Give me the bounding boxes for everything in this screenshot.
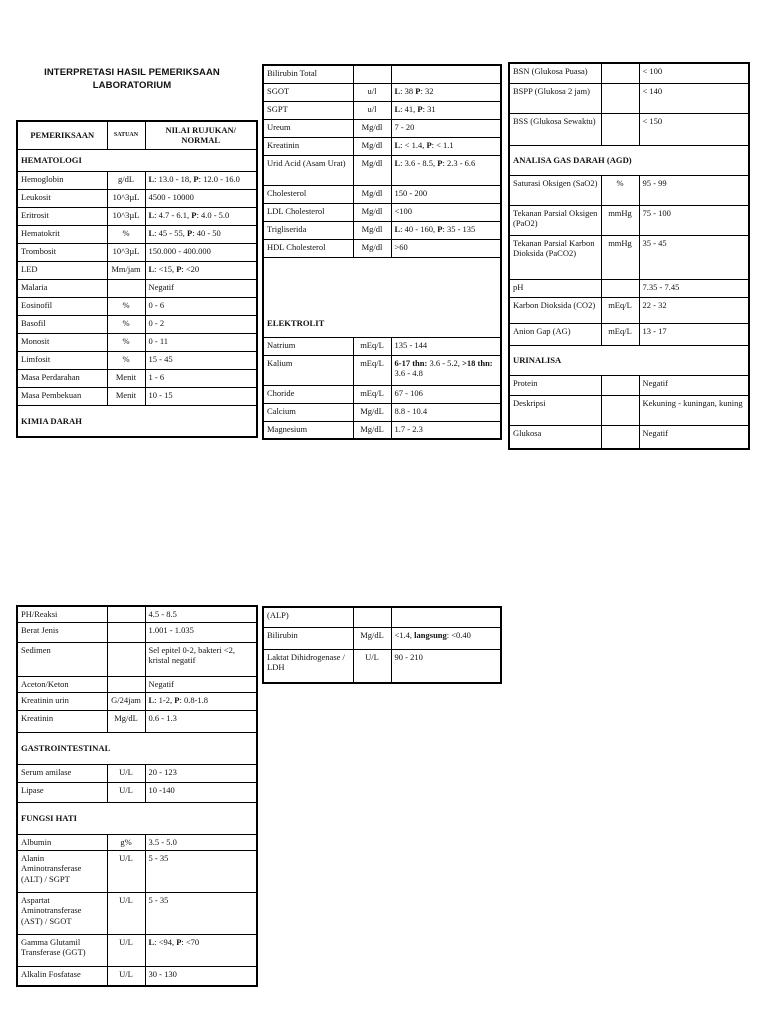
table-row	[509, 63, 749, 83]
reference-value: 22 - 32	[639, 297, 749, 323]
reference-value: 8.8 - 10.4	[391, 403, 501, 421]
table-row	[509, 113, 749, 145]
test-name: HDL Cholesterol	[263, 239, 353, 257]
unit: Mg/dl	[353, 155, 391, 185]
unit: 10^3µL	[107, 243, 145, 261]
reference-value	[391, 83, 501, 101]
female-value: : 32	[420, 85, 434, 96]
test-name: Anion Gap (AG)	[509, 323, 601, 345]
reference-value: 30 - 130	[145, 966, 257, 986]
unit: %	[107, 333, 145, 351]
reference-value	[391, 155, 501, 185]
test-name: Tekanan Parsial Oksigen (PaO2)	[509, 205, 601, 235]
reference-value: <100	[391, 203, 501, 221]
table-row	[263, 337, 501, 355]
table-row	[509, 205, 749, 235]
table-row	[17, 333, 257, 351]
reference-value: 90 - 210	[391, 649, 501, 683]
header-nilai-line2: NORMAL	[181, 135, 221, 146]
unit: mEq/L	[601, 297, 639, 323]
unit: u/l	[353, 83, 391, 101]
test-name: PH/Reaksi	[17, 606, 107, 622]
kimia-elektrolit-table	[262, 64, 502, 440]
test-name: Protein	[509, 375, 601, 395]
age-group-label: >18 thn:	[462, 357, 493, 368]
unit: g/dL	[107, 171, 145, 189]
test-name: Limfosit	[17, 351, 107, 369]
document-title	[16, 66, 248, 92]
reference-value: Sel epitel 0-2, bakteri <2, kristal negatif	[145, 642, 257, 676]
female-value: : 0.8-1.8	[179, 694, 209, 705]
table-row	[509, 235, 749, 279]
reference-value: 10 -140	[145, 782, 257, 802]
test-name: Laktat Dihidrogenase / LDH	[263, 649, 353, 683]
test-name: Alkalin Fosfatase	[17, 966, 107, 986]
female-value: : <70	[181, 936, 200, 947]
reference-value: 7 - 20	[391, 119, 501, 137]
unit	[601, 425, 639, 449]
reference-value: 67 - 106	[391, 385, 501, 403]
unit: U/L	[107, 850, 145, 892]
reference-value: Negatif	[145, 676, 257, 692]
section-kimia-darah: KIMIA DARAH	[17, 405, 257, 437]
table-row	[263, 627, 501, 649]
table-row	[17, 297, 257, 315]
test-name: LDL Cholesterol	[263, 203, 353, 221]
test-name: Basofil	[17, 315, 107, 333]
male-label: L	[148, 936, 155, 947]
test-name: Choride	[263, 385, 353, 403]
test-name: Cholesterol	[263, 185, 353, 203]
table-row	[17, 279, 257, 297]
unit: Menit	[107, 387, 145, 405]
unit	[601, 395, 639, 425]
unit: Mm/jam	[107, 261, 145, 279]
table-row	[17, 692, 257, 710]
table-row	[263, 155, 501, 185]
table-row	[17, 782, 257, 802]
test-name: Karbon Dioksida (CO2)	[509, 297, 601, 323]
unit: Mg/dl	[353, 203, 391, 221]
test-name: Kalium	[263, 355, 353, 385]
reference-value	[145, 225, 257, 243]
unit	[107, 676, 145, 692]
reference-value	[391, 355, 501, 385]
reference-value: Negatif	[639, 375, 749, 395]
unit	[107, 642, 145, 676]
test-name: Lipase	[17, 782, 107, 802]
table-row	[17, 243, 257, 261]
table-row	[17, 892, 257, 934]
test-name: Albumin	[17, 834, 107, 850]
test-name: Urid Acid (Asam Urat)	[263, 155, 353, 185]
reference-value: 1 - 6	[145, 369, 257, 387]
unit: %	[107, 225, 145, 243]
age-group-value: 3.6 - 5.2,	[427, 357, 463, 368]
unit: %	[107, 351, 145, 369]
table-row	[263, 119, 501, 137]
test-name: LED	[17, 261, 107, 279]
urin-gastro-hati-table	[16, 605, 258, 987]
test-name: Alanin Aminotransferase (ALT) / SGPT	[17, 850, 107, 892]
male-value: : <94,	[154, 936, 177, 947]
unit: G/24jam	[107, 692, 145, 710]
male-label: L	[394, 85, 401, 96]
unit: Mg/dL	[107, 710, 145, 732]
male-label: L	[394, 223, 401, 234]
unit	[601, 113, 639, 145]
unit	[107, 279, 145, 297]
table-row	[509, 279, 749, 297]
test-name: Tekanan Parsial Karbon Dioksida (PaCO2)	[509, 235, 601, 279]
unit: %	[601, 175, 639, 205]
reference-value: 4.5 - 8.5	[145, 606, 257, 622]
male-value: : 45 - 55,	[154, 227, 187, 238]
female-label: P	[415, 85, 421, 96]
table-row	[509, 323, 749, 345]
unit: U/L	[107, 892, 145, 934]
male-value: : 3.6 - 8.5,	[400, 157, 438, 168]
section-gastrointestinal: GASTROINTESTINAL	[17, 732, 257, 764]
unit: mEq/L	[601, 323, 639, 345]
table-row	[17, 850, 257, 892]
female-value: : 4.0 - 5.0	[196, 209, 230, 220]
table-row	[263, 355, 501, 385]
hematologi-table	[16, 120, 258, 438]
reference-value: 150 - 200	[391, 185, 501, 203]
table-row	[263, 101, 501, 119]
male-value: : 1-2,	[154, 694, 175, 705]
test-name: Deskripsi	[509, 395, 601, 425]
unit	[353, 607, 391, 627]
reference-value: Negatif	[639, 425, 749, 449]
table-row	[17, 351, 257, 369]
reference-value	[145, 207, 257, 225]
reference-value: < 100	[639, 63, 749, 83]
table-row	[509, 425, 749, 449]
test-name: Magnesium	[263, 421, 353, 439]
unit: Mg/dl	[353, 221, 391, 239]
test-name: Natrium	[263, 337, 353, 355]
age-group-label: 6-17 thn:	[394, 357, 428, 368]
test-name: Kreatinin	[263, 137, 353, 155]
reference-value: Negatif	[145, 279, 257, 297]
test-name: Saturasi Oksigen (SaO2)	[509, 175, 601, 205]
reference-value: 20 - 123	[145, 764, 257, 782]
reference-value	[391, 607, 501, 627]
reference-value: 0.6 - 1.3	[145, 710, 257, 732]
table-row	[17, 676, 257, 692]
reference-value: 15 - 45	[145, 351, 257, 369]
male-value: : 41,	[400, 103, 418, 114]
unit: mmHg	[601, 205, 639, 235]
unit: mEq/L	[353, 355, 391, 385]
unit	[601, 63, 639, 83]
section-agd: ANALISA GAS DARAH (AGD)	[509, 145, 749, 175]
test-name: pH	[509, 279, 601, 297]
test-name: Sedimen	[17, 642, 107, 676]
title-line-2: LABORATORIUM	[92, 80, 172, 91]
male-value: : 38	[400, 85, 416, 96]
table-row	[17, 207, 257, 225]
test-name: Malaria	[17, 279, 107, 297]
test-name: Eosinofil	[17, 297, 107, 315]
table-row	[17, 764, 257, 782]
reference-value: 0 - 2	[145, 315, 257, 333]
reference-value	[391, 627, 501, 649]
table-row	[263, 65, 501, 83]
table-row	[509, 297, 749, 323]
unit	[353, 65, 391, 83]
unit: %	[107, 297, 145, 315]
reference-value	[145, 171, 257, 189]
reference-value: 13 - 17	[639, 323, 749, 345]
test-name: SGOT	[263, 83, 353, 101]
unit: U/L	[107, 782, 145, 802]
reference-value	[145, 692, 257, 710]
unit: U/L	[107, 966, 145, 986]
table-row	[263, 185, 501, 203]
table-row	[263, 239, 501, 257]
table-row	[17, 225, 257, 243]
unit	[601, 375, 639, 395]
female-value: : 31	[422, 103, 436, 114]
table-row	[17, 261, 257, 279]
value-label: langsung	[414, 629, 447, 640]
test-name: Gamma Glutamil Transferase (GGT)	[17, 934, 107, 966]
unit: mEq/L	[353, 385, 391, 403]
test-name: BSS (Glukosa Sewaktu)	[509, 113, 601, 145]
unit: 10^3µL	[107, 189, 145, 207]
test-name: Hemoglobin	[17, 171, 107, 189]
reference-value	[391, 221, 501, 239]
female-value: : 2.3 - 6.6	[442, 157, 476, 168]
reference-value	[391, 101, 501, 119]
reference-value: 5 - 35	[145, 892, 257, 934]
section-elektrolit: ELEKTROLIT	[263, 257, 501, 337]
table-row	[509, 175, 749, 205]
female-label: P	[193, 173, 199, 184]
table-row	[17, 710, 257, 732]
unit	[107, 622, 145, 642]
table-row	[17, 622, 257, 642]
male-value: : 40 - 160,	[400, 223, 438, 234]
test-name: Monosit	[17, 333, 107, 351]
test-name: SGPT	[263, 101, 353, 119]
table-row	[263, 385, 501, 403]
table-row	[17, 369, 257, 387]
table-row	[509, 83, 749, 113]
unit: U/L	[107, 764, 145, 782]
table-row	[263, 649, 501, 683]
female-value: : 40 - 50	[192, 227, 221, 238]
reference-value	[145, 934, 257, 966]
male-value: : < 1.4,	[400, 139, 427, 150]
test-name: Eritrosit	[17, 207, 107, 225]
test-name: Bilirubin	[263, 627, 353, 649]
male-value: : 13.0 - 18,	[154, 173, 194, 184]
unit: mEq/L	[353, 337, 391, 355]
table-row	[263, 137, 501, 155]
section-hematologi: HEMATOLOGI	[17, 149, 257, 171]
table-row	[17, 834, 257, 850]
header-satuan: SATUAN	[107, 121, 145, 149]
table-row	[17, 934, 257, 966]
test-name: (ALP)	[263, 607, 353, 627]
test-name: Aceton/Keton	[17, 676, 107, 692]
section-urinalisa: URINALISA	[509, 345, 749, 375]
table-row	[263, 83, 501, 101]
header-pemeriksaan: PEMERIKSAAN	[17, 121, 107, 149]
reference-value: 150.000 - 400.000	[145, 243, 257, 261]
section-fungsi-hati: FUNGSI HATI	[17, 802, 257, 834]
unit: Mg/dl	[353, 185, 391, 203]
reference-value: >60	[391, 239, 501, 257]
female-label: P	[437, 157, 443, 168]
female-label: P	[174, 694, 180, 705]
female-value: : <20	[181, 263, 200, 274]
test-name: Masa Pembekuan	[17, 387, 107, 405]
unit: Mg/dL	[353, 627, 391, 649]
table-row	[17, 171, 257, 189]
test-name: BSPP (Glukosa 2 jam)	[509, 83, 601, 113]
table-row	[509, 395, 749, 425]
reference-value: 10 - 15	[145, 387, 257, 405]
test-name: Ureum	[263, 119, 353, 137]
reference-value	[391, 65, 501, 83]
male-label: L	[394, 139, 401, 150]
unit	[107, 606, 145, 622]
female-label: P	[187, 227, 193, 238]
reference-value: 4500 - 10000	[145, 189, 257, 207]
test-name: Bilirubin Total	[263, 65, 353, 83]
unit: Mg/dL	[353, 403, 391, 421]
female-label: P	[176, 936, 182, 947]
unit: mmHg	[601, 235, 639, 279]
table-row	[17, 315, 257, 333]
reference-value: 35 - 45	[639, 235, 749, 279]
unit: U/L	[107, 934, 145, 966]
reference-value: 3.5 - 5.0	[145, 834, 257, 850]
table-row	[509, 375, 749, 395]
test-name: Calcium	[263, 403, 353, 421]
table-row	[263, 403, 501, 421]
female-label: P	[417, 103, 423, 114]
reference-value	[391, 137, 501, 155]
male-label: L	[148, 227, 155, 238]
hati-continued-table	[262, 606, 502, 684]
reference-value: 95 - 99	[639, 175, 749, 205]
test-name: Trigliserida	[263, 221, 353, 239]
unit: g%	[107, 834, 145, 850]
test-name: Trombosit	[17, 243, 107, 261]
table-row	[17, 642, 257, 676]
reference-value: 1.001 - 1.035	[145, 622, 257, 642]
reference-value: 7.35 - 7.45	[639, 279, 749, 297]
male-label: L	[148, 263, 155, 274]
table-row	[17, 966, 257, 986]
reference-value: 135 - 144	[391, 337, 501, 355]
unit: Mg/dl	[353, 239, 391, 257]
reference-value: 5 - 35	[145, 850, 257, 892]
table-row	[263, 421, 501, 439]
male-label: L	[148, 694, 155, 705]
test-name: Glukosa	[509, 425, 601, 449]
reference-value: < 140	[639, 83, 749, 113]
male-label: L	[148, 173, 155, 184]
table-row	[17, 606, 257, 622]
test-name: Masa Perdarahan	[17, 369, 107, 387]
test-name: Kreatinin urin	[17, 692, 107, 710]
male-label: L	[148, 209, 155, 220]
reference-value	[145, 261, 257, 279]
female-value: : 12.0 - 16.0	[198, 173, 240, 184]
reference-value: < 150	[639, 113, 749, 145]
table-row	[263, 221, 501, 239]
female-label: P	[437, 223, 443, 234]
reference-value: 0 - 6	[145, 297, 257, 315]
table-row	[263, 203, 501, 221]
table-row	[17, 387, 257, 405]
agd-urinalisa-table	[508, 62, 750, 450]
value-suffix: : <0.40	[446, 629, 471, 640]
test-name: Hematokrit	[17, 225, 107, 243]
female-label: P	[191, 209, 197, 220]
test-name: Aspartat Aminotransferase (AST) / SGOT	[17, 892, 107, 934]
unit: 10^3µL	[107, 207, 145, 225]
reference-value: 0 - 11	[145, 333, 257, 351]
unit: U/L	[353, 649, 391, 683]
header-nilai	[145, 121, 257, 149]
table-row	[17, 189, 257, 207]
male-value: : <15,	[154, 263, 177, 274]
male-label: L	[394, 103, 401, 114]
female-value: : < 1.1	[431, 139, 454, 150]
reference-value: Kekuning - kuningan, kuning	[639, 395, 749, 425]
unit: Menit	[107, 369, 145, 387]
age-group-value: 3.6 - 4.8	[394, 368, 423, 378]
unit: u/l	[353, 101, 391, 119]
female-label: P	[176, 263, 182, 274]
unit	[601, 279, 639, 297]
test-name: Serum amilase	[17, 764, 107, 782]
female-value: : 35 - 135	[442, 223, 476, 234]
test-name: Leukosit	[17, 189, 107, 207]
unit: %	[107, 315, 145, 333]
value-prefix: <1.4,	[394, 629, 415, 640]
title-line-1: INTERPRETASI HASIL PEMERIKSAAN	[44, 67, 220, 78]
unit	[601, 83, 639, 113]
female-label: P	[426, 139, 432, 150]
test-name: Kreatinin	[17, 710, 107, 732]
unit: Mg/dl	[353, 119, 391, 137]
unit: Mg/dl	[353, 137, 391, 155]
header-nilai-line1: NILAI RUJUKAN/	[165, 124, 237, 135]
table-row	[263, 607, 501, 627]
unit: Mg/dL	[353, 421, 391, 439]
test-name: BSN (Glukosa Puasa)	[509, 63, 601, 83]
reference-value: 75 - 100	[639, 205, 749, 235]
reference-value: 1.7 - 2.3	[391, 421, 501, 439]
test-name: Berat Jenis	[17, 622, 107, 642]
male-value: : 4.7 - 6.1,	[154, 209, 192, 220]
male-label: L	[394, 157, 401, 168]
